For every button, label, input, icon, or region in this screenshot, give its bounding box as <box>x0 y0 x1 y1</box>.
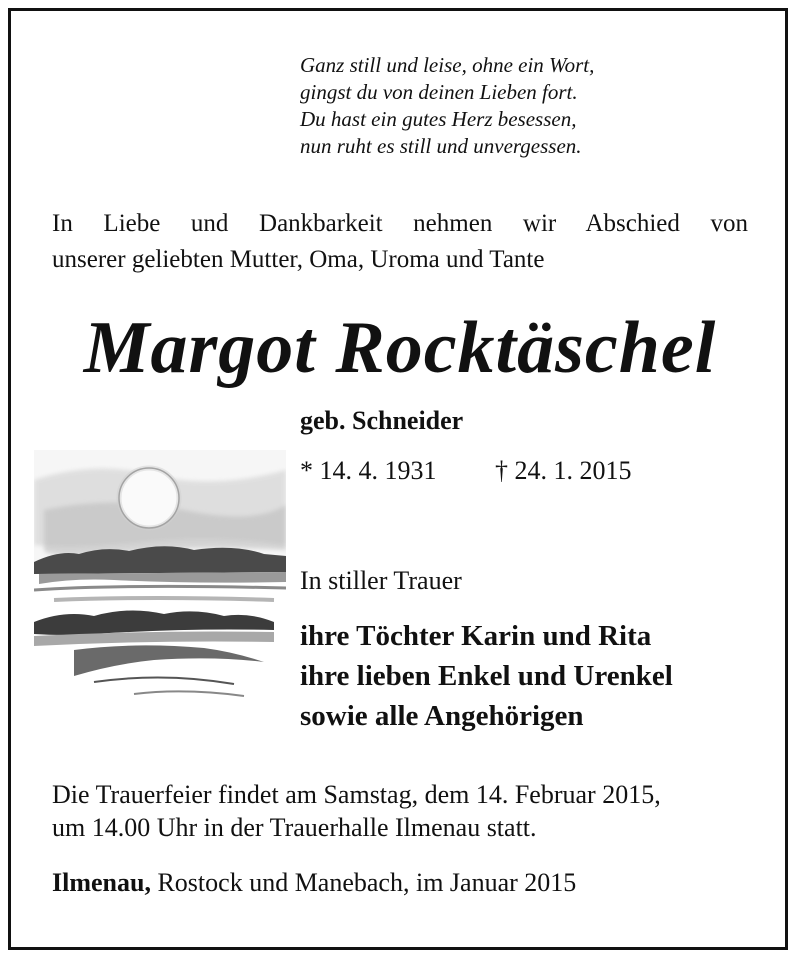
intro-line-2: unserer geliebten Mutter, Oma, Uroma und Tante <box>52 246 545 273</box>
poem <box>300 52 594 160</box>
death-date: † 24. 1. 2015 <box>495 456 632 485</box>
intro-line-1: In Liebe und Dankbarkeit nehmen wir Abschied von <box>52 210 748 237</box>
place-rest: Rostock und Manebach, im Januar 2015 <box>150 868 577 897</box>
moon-landscape-svg <box>34 450 286 700</box>
mourner-line: ihre lieben Enkel und Urenkel <box>300 660 673 692</box>
intro-text <box>52 206 748 278</box>
mourner-line: ihre Töchter Karin und Rita <box>300 620 652 652</box>
place-bold: Ilmenau, <box>52 868 151 897</box>
deceased-name: Margot Rocktäschel <box>83 307 717 389</box>
mourners-list <box>300 616 673 736</box>
mourner-line: sowie alle Angehörigen <box>300 700 584 732</box>
birth-name: geb. Schneider <box>300 406 464 435</box>
poem-line: Du hast ein gutes Herz besessen, <box>300 107 577 131</box>
poem-line: Ganz still und leise, ohne ein Wort, <box>300 53 595 77</box>
place-and-date <box>52 868 576 898</box>
birth-date: * 14. 4. 1931 <box>300 456 437 485</box>
moon-landscape-drawing-icon <box>34 450 286 700</box>
mourning-intro: In stiller Trauer <box>300 566 462 595</box>
poem-line: gingst du von deinen Lieben fort. <box>300 80 578 104</box>
life-dates <box>300 456 632 486</box>
poem-line: nun ruht es still und unvergessen. <box>300 134 582 158</box>
service-line-1: Die Trauerfeier findet am Samstag, dem 14. Februar 2015, <box>52 780 661 809</box>
funeral-service-info <box>52 778 661 844</box>
service-line-2: um 14.00 Uhr in der Trauerhalle Ilmenau statt. <box>52 813 537 842</box>
